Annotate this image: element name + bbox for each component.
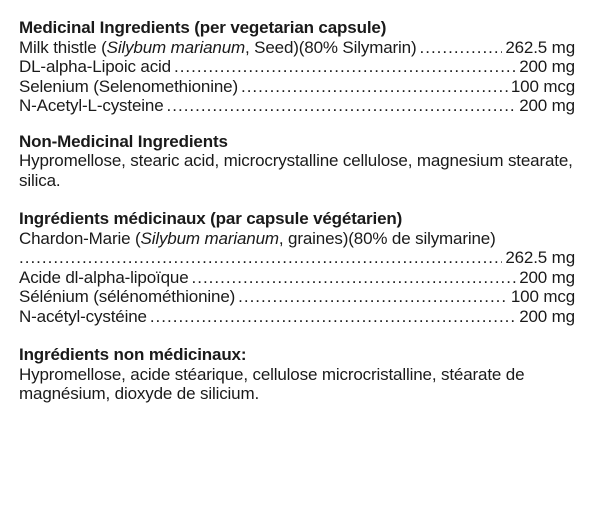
ingredient-row-lipoic-acid <box>19 57 575 77</box>
ingredient-row-milk-thistle <box>19 38 575 58</box>
dot-leader <box>420 38 503 58</box>
ingredient-amount: 200 mg <box>519 306 575 326</box>
ingredient-name: Milk thistle (Silybum marianum, Seed)(80% Silymarin) <box>19 37 417 57</box>
ingredient-row-chardon-marie-amount <box>19 248 575 268</box>
dot-leader <box>238 287 508 307</box>
ingredient-amount: 200 mg <box>519 267 575 287</box>
ingredient-name: Chardon-Marie (Silybum marianum, graines)(80% de silymarine) <box>19 228 496 248</box>
medicinal-ingredients-en-section <box>19 18 580 116</box>
non-medicinal-ingredients-en-text: Hypromellose, stearic acid, microcrystalline cellulose, magnesium stearate, silica. <box>19 151 573 190</box>
dot-leader <box>192 268 517 288</box>
ingredient-name: N-acétyl-cystéine <box>19 306 147 326</box>
ingredient-amount: 262.5 mg <box>505 248 575 267</box>
dot-leader <box>167 96 517 116</box>
non-medicinal-ingredients-fr-section <box>19 345 580 404</box>
medicinal-ingredients-fr-heading: Ingrédients médicinaux (par capsule végétarien) <box>19 209 403 228</box>
ingredient-row-acetyl-cysteine-fr <box>19 307 575 327</box>
medicinal-ingredients-en-heading: Medicinal Ingredients (per vegetarian capsule) <box>19 18 387 37</box>
dot-leader <box>19 248 502 268</box>
ingredient-amount: 262.5 mg <box>505 37 575 57</box>
latin-name: Silybum marianum <box>106 37 246 57</box>
ingredient-name: Selenium (Selenomethionine) <box>19 76 238 96</box>
ingredient-row-acide-lipoique <box>19 268 575 288</box>
dot-leader <box>241 77 508 97</box>
non-medicinal-ingredients-fr-text: Hypromellose, acide stéarique, cellulose microcristalline, stéarate de magnésium, dioxyde de silicium. <box>19 364 525 403</box>
ingredient-amount: 100 mcg <box>510 76 575 96</box>
ingredient-amount: 200 mg <box>519 57 575 76</box>
ingredient-amount: 200 mg <box>519 96 575 115</box>
ingredient-name: Sélénium (sélénométhionine) <box>19 287 236 306</box>
non-medicinal-ingredients-en-heading: Non-Medicinal Ingredients <box>19 131 228 151</box>
ingredient-name: DL-alpha-Lipoic acid <box>19 57 171 76</box>
ingredient-row-chardon-marie <box>19 229 575 249</box>
ingredient-row-selenium <box>19 77 575 97</box>
medicinal-ingredients-fr-section <box>19 209 580 326</box>
ingredient-amount: 100 mcg <box>510 287 575 306</box>
dot-leader <box>174 57 516 77</box>
ingredient-row-acetyl-cysteine <box>19 96 575 116</box>
ingredient-name: N-Acetyl-L-cysteine <box>19 96 164 115</box>
non-medicinal-ingredients-en-section <box>19 132 580 191</box>
latin-name: Silybum marianum <box>140 228 279 248</box>
ingredient-row-selenium-fr <box>19 287 575 307</box>
dot-leader <box>150 307 516 327</box>
non-medicinal-ingredients-fr-heading: Ingrédients non médicinaux: <box>19 345 247 364</box>
ingredient-name: Acide dl-alpha-lipoïque <box>19 267 189 287</box>
